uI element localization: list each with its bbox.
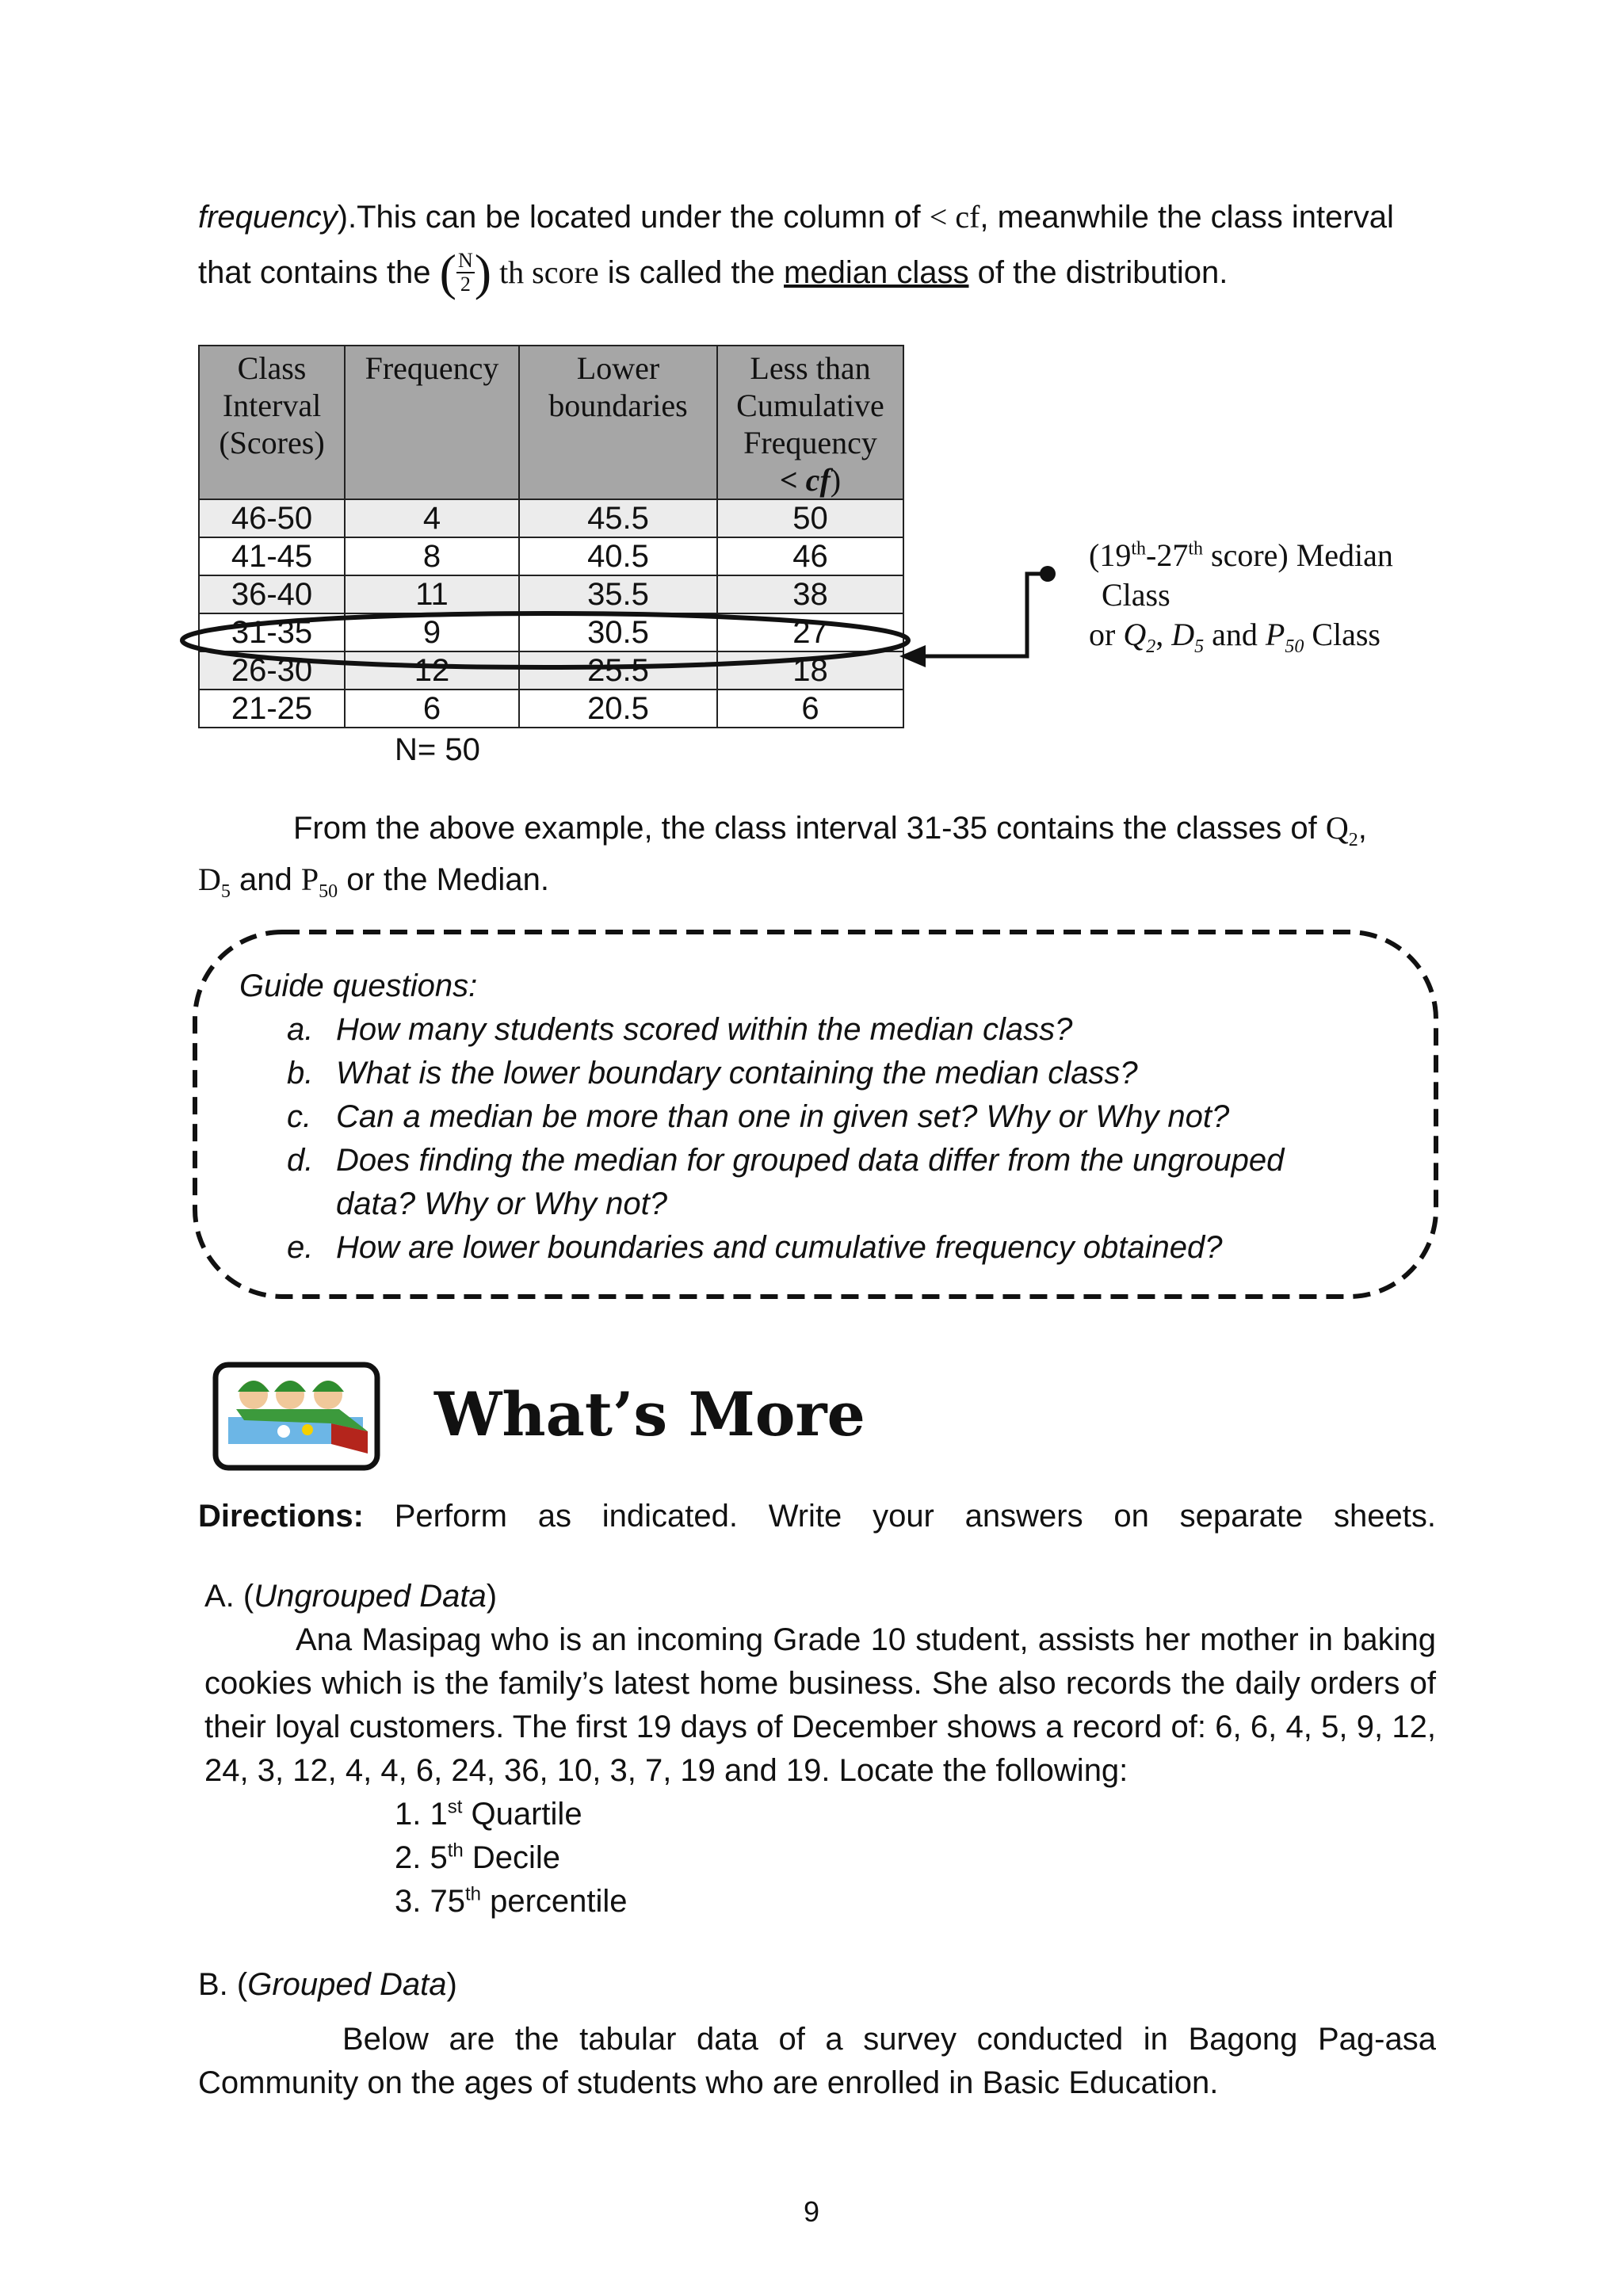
guide-item-letter: e. [287, 1230, 314, 1265]
cell-interval: 21-25 [199, 690, 345, 728]
part-b-prefix: B. ( [198, 1967, 248, 2002]
header-cf-paren: ) [830, 462, 842, 498]
annotation-text: Class [1304, 617, 1381, 652]
cell-lower-boundary: 45.5 [519, 499, 717, 537]
annotation-text: -27 [1146, 537, 1189, 573]
list-item-text: percentile [480, 1884, 628, 1919]
annotation-sub: 5 [1194, 636, 1205, 657]
median-highlight-overlay [0, 0, 1623, 793]
list-item-text: 1. 1 [395, 1797, 448, 1832]
intro-text: is called the [598, 255, 785, 290]
connector-line [911, 574, 1048, 656]
guide-questions [194, 931, 1437, 1297]
part-a-title: Ungrouped Data [254, 1579, 487, 1614]
cell-cf: 38 [717, 575, 903, 613]
cell-frequency: 11 [345, 575, 519, 613]
annotation-line-2: Class [1102, 577, 1170, 613]
guide-item-text: Does finding the median for grouped data differ from the ungrouped data? Why or Why not? [336, 1143, 1285, 1221]
annotation-sup: th [1131, 538, 1146, 560]
arrow-head-icon [899, 645, 926, 667]
cell-lower-boundary: 35.5 [519, 575, 717, 613]
list-item-text: 2. 5 [395, 1840, 448, 1875]
cell-frequency: 9 [345, 613, 519, 651]
annotation-line-3 [1089, 615, 1393, 667]
annotation-text: , [1155, 617, 1172, 652]
directions [198, 1494, 1436, 1538]
th-score-text: th score [491, 254, 599, 290]
list-item [395, 1880, 628, 1924]
students-illustration-icon [212, 1362, 380, 1471]
guide-item-text: Can a median be more than one in given set? Why or Why not? [336, 1099, 1230, 1134]
guide-item-letter: c. [287, 1099, 312, 1134]
cell-lower-boundary: 20.5 [519, 690, 717, 728]
intro-frequency-word: frequency [198, 200, 338, 235]
list-item-text: Quartile [462, 1797, 582, 1832]
list-item-sup: st [447, 1796, 463, 1818]
part-b-paragraph: Below are the tabular data of a survey conducted in Bagong Pag-asa Community on the ages of students who are enrolled in Basic Education. [198, 2022, 1436, 2100]
annotation-sub: 50 [1285, 636, 1304, 657]
directions-text: Perform as indicated. Write your answers on separate sheets. [394, 1499, 1436, 1534]
list-item-text: Decile [463, 1840, 560, 1875]
cell-cf: 50 [717, 499, 903, 537]
guide-item-text: What is the lower boundary containing the median class? [336, 1056, 1138, 1091]
cell-interval: 41-45 [199, 537, 345, 575]
guide-item [287, 1226, 1412, 1270]
example-text: From the above example, the class interval 31-35 contains the classes of [293, 811, 1326, 846]
annotation-p: P [1265, 617, 1285, 652]
cell-frequency: 4 [345, 499, 519, 537]
list-item-sup: th [464, 1883, 481, 1905]
guide-item-letter: b. [287, 1056, 314, 1091]
example-sub: 5 [220, 881, 231, 902]
header-class-interval: Class Interval (Scores) [199, 346, 345, 499]
annotation-line-1 [1089, 536, 1393, 575]
part-a-list [395, 1793, 628, 1924]
intro-text: , meanwhile the class interval [980, 200, 1394, 235]
section-title: What’s More [434, 1379, 865, 1450]
header-lower-boundaries: Lower boundaries [519, 346, 717, 499]
guide-item [287, 1139, 1412, 1226]
example-sub: 2 [1348, 830, 1358, 850]
annotation-sub: 2 [1146, 636, 1156, 657]
cell-cf: 46 [717, 537, 903, 575]
connector-dot-icon [1040, 566, 1056, 582]
example-q: Q [1325, 810, 1349, 846]
list-item-text: 3. 75 [395, 1884, 465, 1919]
cell-cf: 6 [717, 690, 903, 728]
median-class-annotation [1089, 536, 1393, 667]
cell-cf: 27 [717, 613, 903, 651]
example-sub: 50 [319, 881, 338, 902]
annotation-text: and [1204, 617, 1266, 652]
intro-text: that contains the [198, 255, 440, 290]
cell-frequency: 12 [345, 651, 519, 690]
cell-interval: 36-40 [199, 575, 345, 613]
annotation-sup: th [1188, 538, 1203, 560]
guide-item [287, 1052, 1412, 1095]
n-over-2-fraction: ( $\frac{N}{2}$ ) [439, 244, 492, 300]
annotation-text: score) Median [1203, 537, 1393, 573]
example-line-2 [198, 860, 1436, 911]
cf-symbol: < cf [929, 199, 980, 235]
annotation-q: Q [1123, 617, 1147, 652]
example-text: and [230, 862, 301, 897]
guide-item-text: How are lower boundaries and cumulative frequency obtained? [336, 1230, 1223, 1265]
annotation-d: D [1171, 617, 1195, 652]
guide-item [287, 1095, 1412, 1139]
fraction-denominator: 2 [460, 273, 471, 296]
part-b-title: Grouped Data [247, 1967, 447, 2002]
example-p: P [300, 861, 319, 897]
header-cf-label: Less than Cumulative Frequency [736, 350, 884, 460]
intro-text: of the distribution. [968, 255, 1228, 290]
part-a-prefix: A. ( [204, 1579, 254, 1614]
part-a-paragraph: Ana Masipag who is an incoming Grade 10 student, assists her mother in baking cookies which is the family’s latest home business. She also records the daily orders of their loyal customers. The first 19 days of December shows a record of: 6, 6, 4, 5, 9, 12, 24, 3, 12, 4, 4, 6, 24, 36, 10, 3, 7, 19 and 19. Locate the following: [204, 1622, 1436, 1788]
annotation-text: (19 [1089, 537, 1132, 573]
cell-interval: 31-35 [199, 613, 345, 651]
guide-item [287, 1008, 1412, 1052]
cell-lower-boundary: 40.5 [519, 537, 717, 575]
annotation-text: or [1089, 617, 1124, 652]
list-item [395, 1793, 628, 1836]
guide-item-text: How many students scored within the median class? [336, 1012, 1073, 1047]
page-number: 9 [803, 2195, 820, 2228]
list-item-sup: th [447, 1839, 464, 1862]
cell-cf: 18 [717, 651, 903, 690]
header-frequency: Frequency [345, 346, 519, 499]
cell-interval: 26-30 [199, 651, 345, 690]
list-item [395, 1836, 628, 1880]
guide-item-letter: d. [287, 1143, 314, 1178]
directions-label: Directions: [198, 1499, 364, 1534]
intro-text: ).This can be located under the column of [337, 200, 930, 235]
guide-item-letter: a. [287, 1012, 314, 1047]
cell-frequency: 6 [345, 690, 519, 728]
part-b-label [198, 1962, 457, 2007]
example-d: D [198, 861, 221, 897]
median-row-ellipse [182, 613, 908, 667]
cell-interval: 46-50 [199, 499, 345, 537]
table-total-n: N= 50 [395, 732, 480, 767]
cell-lower-boundary: 25.5 [519, 651, 717, 690]
guide-title: Guide questions: [239, 968, 478, 1003]
guide-list [287, 1008, 1412, 1270]
part-a-suffix: ) [486, 1579, 498, 1614]
cell-frequency: 8 [345, 537, 519, 575]
cell-lower-boundary: 30.5 [519, 613, 717, 651]
example-text: or the Median. [338, 862, 549, 897]
example-paragraph [198, 808, 1436, 911]
part-a-label [204, 1574, 497, 1618]
median-class-term: median class [784, 255, 969, 290]
part-b-suffix: ) [446, 1967, 457, 2002]
example-line-1 [198, 808, 1436, 860]
fraction-numerator: N [457, 249, 473, 272]
header-cf-symbol: < cf [779, 462, 831, 498]
example-text: , [1358, 811, 1367, 846]
